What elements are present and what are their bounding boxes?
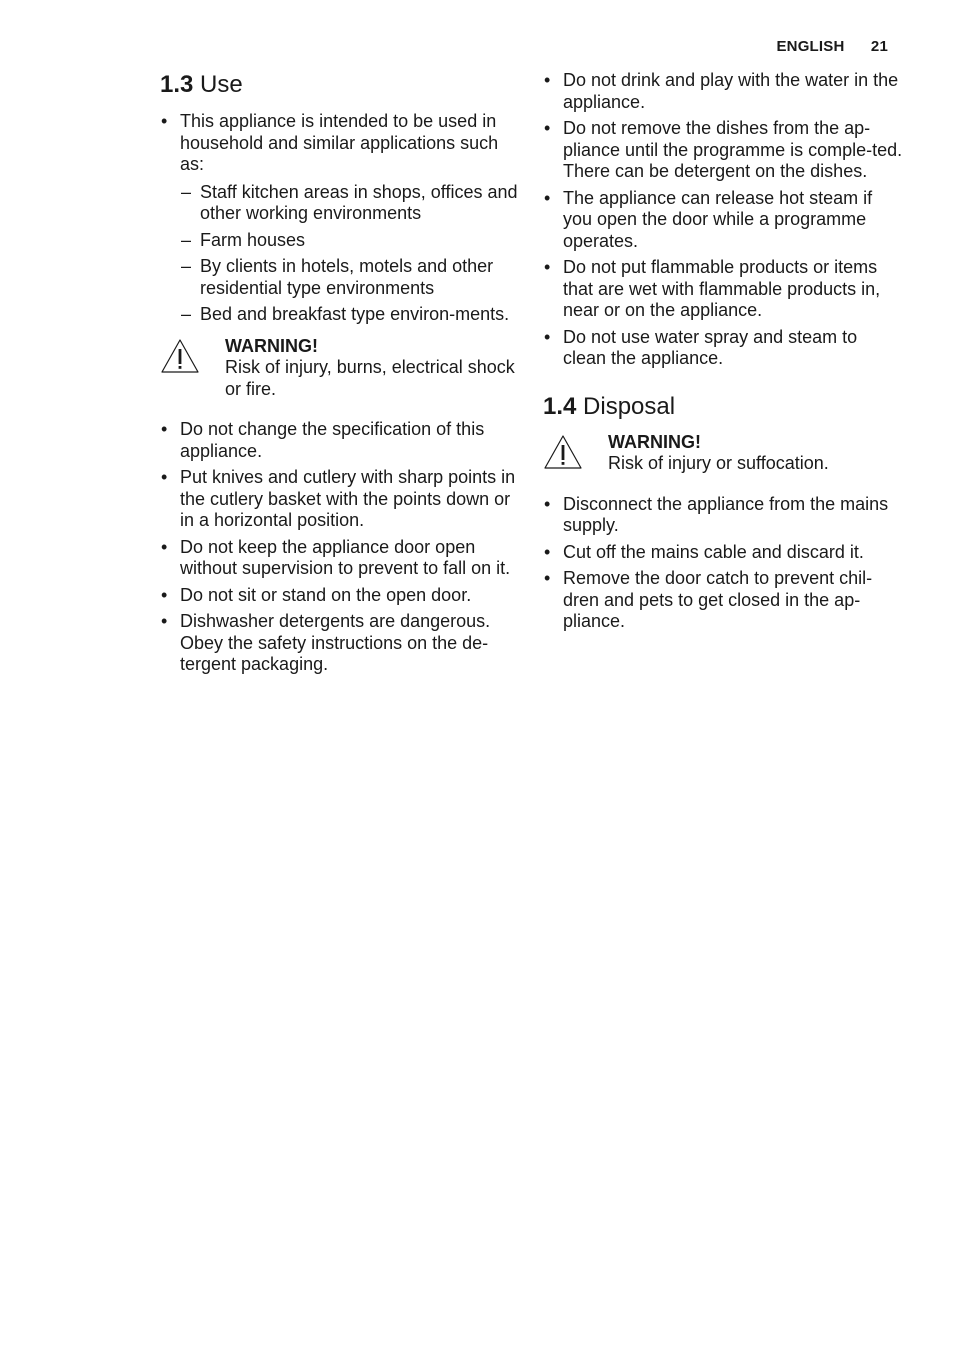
list-item-text: Remove the door catch to prevent chil-dren and pets to get closed in the ap-pliance. <box>563 568 873 631</box>
bullet-icon: • <box>161 584 168 605</box>
sub-list-item-text: By clients in hotels, motels and other residential type environments <box>200 256 494 298</box>
use-bullet-list-continued <box>543 70 903 370</box>
list-item-text: The appliance can release hot steam if you open the door while a programme operates. <box>563 187 873 251</box>
list-item <box>160 537 520 580</box>
section-heading-use <box>160 70 520 100</box>
list-item <box>543 568 903 633</box>
warning-title: WARNING! <box>225 335 318 356</box>
list-item-text: Do not sit or stand on the open door. <box>180 584 472 605</box>
warning-triangle-icon <box>160 338 200 374</box>
section-number: 1.3 <box>160 71 194 98</box>
list-item <box>160 111 520 326</box>
use-intro-list <box>160 111 520 326</box>
sub-list <box>180 182 520 326</box>
sub-list-item <box>180 182 520 225</box>
bullet-icon: • <box>161 111 168 131</box>
disposal-bullet-list <box>543 494 903 633</box>
bullet-icon: • <box>544 493 551 514</box>
left-column <box>160 70 520 681</box>
list-item <box>160 585 520 607</box>
bullet-icon: • <box>161 419 168 439</box>
warning-block <box>160 336 520 401</box>
section-title: Use <box>200 71 243 98</box>
warning-text: Risk of injury, burns, electrical shock or fire. <box>225 357 515 399</box>
list-item <box>543 494 903 537</box>
list-item <box>160 611 520 676</box>
bullet-icon: • <box>544 326 551 347</box>
list-item-text: Do not remove the dishes from the ap-pliance until the programme is comple-ted. There can be detergent on the dishes. <box>563 118 903 181</box>
use-bullet-list <box>160 419 520 676</box>
bullet-icon: • <box>544 257 551 277</box>
list-item <box>160 467 520 532</box>
list-item-text: Disconnect the appliance from the mains supply. <box>563 493 889 535</box>
list-item <box>543 542 903 564</box>
sub-list-item-text: Bed and breakfast type environ-ments. <box>200 304 510 324</box>
list-item-text: Do not drink and play with the water in the appliance. <box>563 70 899 112</box>
list-item-text: Do not use water spray and steam to clean the appliance. <box>563 326 858 368</box>
warning-triangle-icon <box>543 434 583 470</box>
sub-list-item-text: Staff kitchen areas in shops, offices and other working environments <box>200 181 518 223</box>
list-item <box>543 118 903 183</box>
list-item-text: Put knives and cutlery with sharp points in the cutlery basket with the points down or in a horizontal position. <box>180 467 516 530</box>
list-item <box>543 70 903 113</box>
sub-list-item <box>180 304 520 326</box>
list-item <box>160 419 520 462</box>
dash-icon: – <box>181 181 192 202</box>
list-item-text: Do not put flammable products or items that are wet with flammable products in, near or on the appliance. <box>563 257 881 320</box>
list-item <box>543 188 903 253</box>
section-number: 1.4 <box>543 392 577 420</box>
list-item-text: Do not keep the appliance door open without supervision to prevent to fall on it. <box>180 536 511 578</box>
section-heading-disposal <box>543 392 903 422</box>
list-item <box>543 257 903 322</box>
section-title: Disposal <box>583 392 676 420</box>
bullet-icon: • <box>544 568 551 588</box>
list-item-text: This appliance is intended to be used in household and similar applications such as: <box>180 111 499 174</box>
list-item-text: Cut off the mains cable and discard it. <box>563 541 864 562</box>
page-header <box>776 38 888 55</box>
dash-icon: – <box>181 229 192 250</box>
sub-list-item <box>180 256 520 299</box>
warning-text: Risk of injury or suffocation. <box>608 453 829 473</box>
header-language: ENGLISH <box>776 38 845 55</box>
bullet-icon: • <box>161 467 168 487</box>
warning-title: WARNING! <box>608 431 701 452</box>
sub-list-item <box>180 230 520 252</box>
list-item <box>543 327 903 370</box>
bullet-icon: • <box>544 187 551 208</box>
page-number: 21 <box>870 38 888 55</box>
right-column <box>543 70 903 638</box>
list-item-text: Do not change the specification of this appliance. <box>180 419 485 461</box>
sub-list-item-text: Farm houses <box>200 229 306 250</box>
list-item-text: Dishwasher detergents are dangerous. Obey the safety instructions on the de-tergent packaging. <box>180 611 491 674</box>
warning-block <box>543 432 903 475</box>
bullet-icon: • <box>161 611 168 631</box>
bullet-icon: • <box>544 118 551 138</box>
bullet-icon: • <box>544 541 551 562</box>
bullet-icon: • <box>161 536 168 557</box>
dash-icon: – <box>181 304 192 324</box>
dash-icon: – <box>181 256 192 276</box>
bullet-icon: • <box>544 70 551 90</box>
